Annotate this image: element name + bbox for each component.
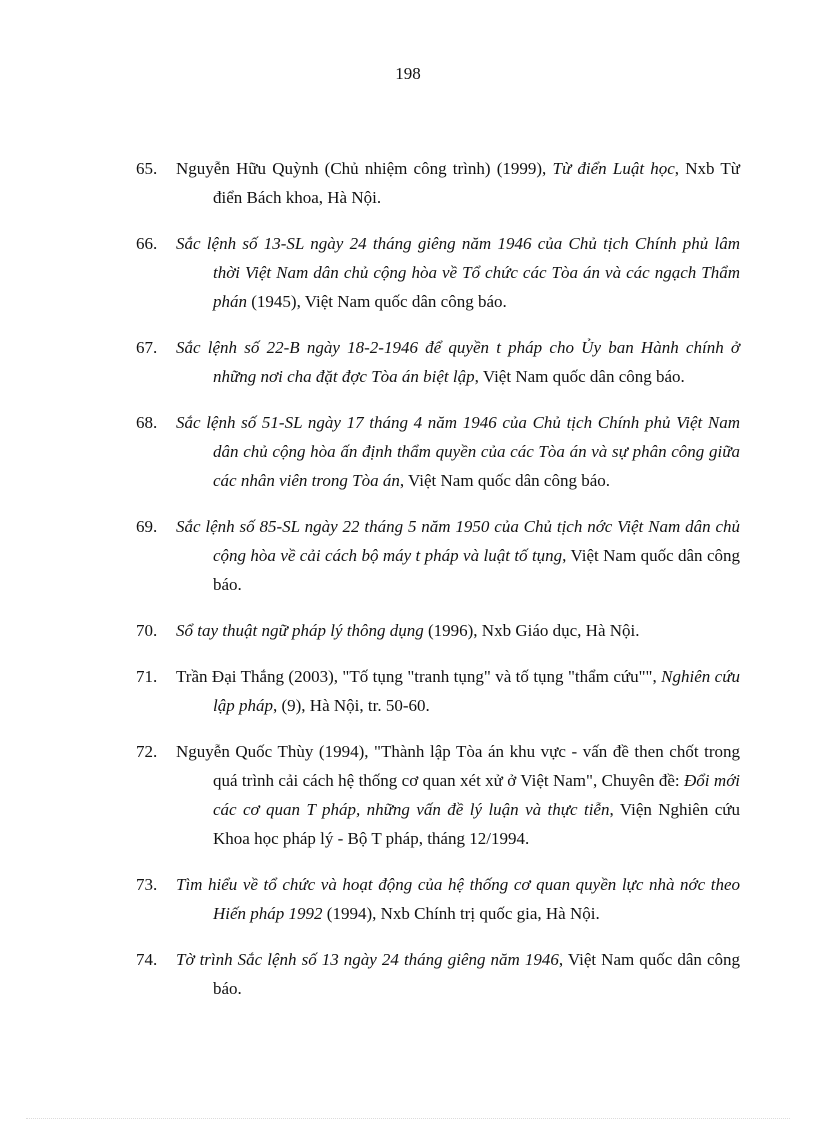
footer-divider: [26, 1118, 790, 1119]
reference-text: Nguyễn Hữu Quỳnh (Chủ nhiệm công trình) (1999),: [176, 159, 553, 178]
reference-title: Tìm hiểu về tổ chức và hoạt động của hệ thống cơ quan quyền lực nhà nớc theo Hiến pháp 1992: [176, 875, 740, 923]
reference-entry: [136, 154, 740, 212]
reference-text: , Việt Nam quốc dân công báo.: [474, 367, 685, 386]
reference-title: Sắc lệnh số 13-SL ngày 24 tháng giêng năm 1946 của Chủ tịch Chính phủ lâm thời Việt Nam dân chủ cộng hòa về Tổ chức các Tòa án và các ngạch Thẩm phán: [176, 234, 740, 311]
reference-title: Sắc lệnh số 85-SL ngày 22 tháng 5 năm 1950 của Chủ tịch nớc Việt Nam dân chủ cộng hòa về cải cách bộ máy t pháp và luật tố tụng: [176, 517, 740, 565]
reference-title: Sắc lệnh số 22-B ngày 18-2-1946 để quyền t pháp cho Ủy ban Hành chính ở những nơi cha đặt đợc Tòa án biệt lập: [176, 338, 740, 386]
reference-number: 69.: [136, 517, 158, 536]
reference-number: 66.: [136, 234, 158, 253]
reference-number: 73.: [136, 875, 158, 894]
page-number: 198: [395, 64, 421, 83]
reference-text: , Nxb Từ điển Bách khoa, Hà Nội.: [213, 159, 740, 207]
reference-text: Nguyễn Quốc Thùy (1994), "Thành lập Tòa án khu vực - vấn đề then chốt trong quá trình cải cách hệ thống cơ quan xét xử ở Việt Nam", Chuyên đề:: [176, 742, 740, 790]
reference-text: (1994), Nxb Chính trị quốc gia, Hà Nội.: [322, 904, 600, 923]
reference-number: 74.: [136, 950, 158, 969]
reference-text: , (9), Hà Nội, tr. 50-60.: [272, 696, 430, 715]
reference-entry: [136, 408, 740, 495]
reference-entry: [136, 945, 740, 1003]
reference-entry: [136, 512, 740, 599]
reference-title: Sắc lệnh số 51-SL ngày 17 tháng 4 năm 1946 của Chủ tịch Chính phủ Việt Nam dân chủ cộng hòa ấn định thẩm quyền của các Tòa án và sự phân công giữa các nhân viên trong Tòa án: [176, 413, 740, 490]
reference-text: (1945), Việt Nam quốc dân công báo.: [247, 292, 507, 311]
reference-text: (1996), Nxb Giáo dục, Hà Nội.: [423, 621, 640, 640]
reference-title: Tờ trình Sắc lệnh số 13 ngày 24 tháng giêng năm 1946: [176, 950, 559, 969]
reference-text: Trần Đại Thắng (2003), "Tố tụng "tranh tụng" và tố tụng "thẩm cứu"",: [176, 667, 662, 686]
reference-entry: [136, 662, 740, 720]
reference-text: , Việt Nam quốc dân công báo.: [399, 471, 610, 490]
reference-entry: [136, 616, 740, 645]
reference-number: 65.: [136, 159, 158, 178]
reference-number: 70.: [136, 621, 158, 640]
reference-title: Nghiên cứu lập pháp: [213, 667, 740, 715]
reference-entry: [136, 737, 740, 853]
reference-number: 67.: [136, 338, 158, 357]
reference-title: Sổ tay thuật ngữ pháp lý thông dụng: [176, 621, 424, 640]
reference-entry: [136, 870, 740, 928]
reference-title: Từ điển Luật học: [552, 159, 675, 178]
reference-entry: [136, 333, 740, 391]
reference-number: 72.: [136, 742, 158, 761]
reference-text: , Viện Nghiên cứu Khoa học pháp lý - Bộ T pháp, tháng 12/1994.: [213, 800, 740, 848]
reference-title: Đổi mới các cơ quan T pháp, những vấn đề lý luận và thực tiễn: [213, 771, 740, 819]
reference-number: 68.: [136, 413, 158, 432]
reference-text: , Việt Nam quốc dân công báo.: [213, 546, 740, 594]
reference-list: [136, 137, 740, 1010]
reference-number: 71.: [136, 667, 158, 686]
reference-text: , Việt Nam quốc dân công báo.: [213, 950, 740, 998]
reference-entry: [136, 229, 740, 316]
